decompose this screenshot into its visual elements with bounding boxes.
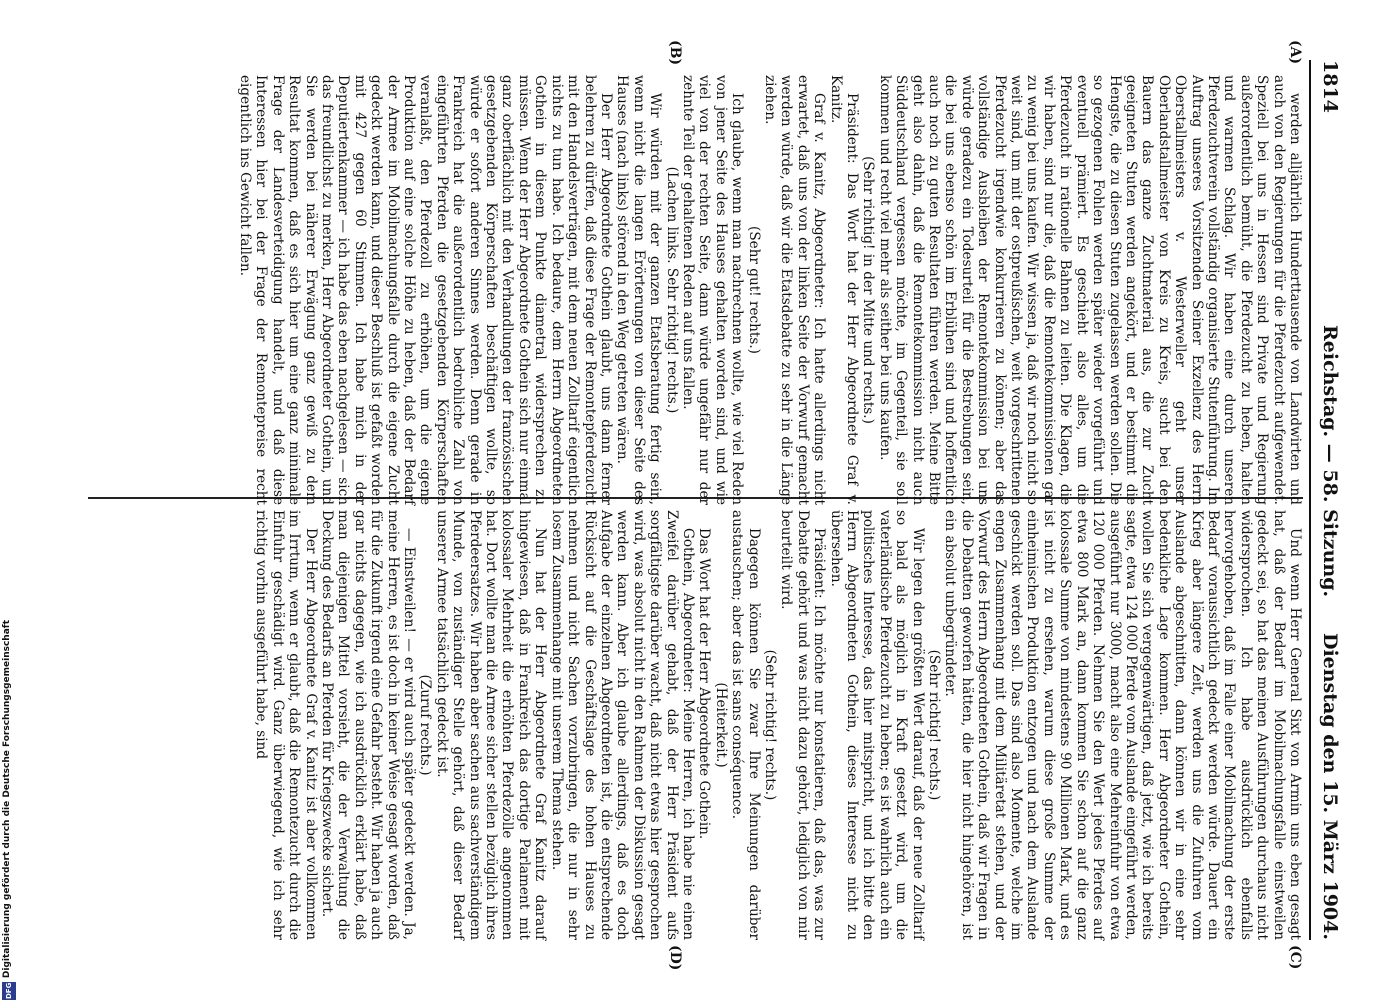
digitization-credit: Digitalisierung gefördert durch die Deutsche Forschungsgemeinschaft <box>2 619 12 978</box>
digitization-footer <box>2 610 16 1000</box>
paragraph: Nun hat der Herr Abgeordnete Graf Kanitz darauf hingewiesen, daß in Frankreich das dortige Parlament mit kolossaler Mehrheit die erhöhten Pferdezölle angenommen hat. Dort wollte man die Armee sicher stellen bezüglich ihres Pferdeersatzes. Wir haben aber sachen aus sachverständigem Munde, von zuständiger Stelle gehört, daß dieser Bedarf unserer Armee tatsächlich gedeckt ist. <box>433 510 549 940</box>
paragraph: Dagegen können Sie zwar Ihre Meinungen darüber austauschen; aber das ist sans conséquence. <box>729 510 762 940</box>
paragraph: Das Wort hat der Herr Abgeordnete Gothein. <box>696 528 713 840</box>
paragraph: Ich glaube, wenn man nachrechnen wollte, wie viel Reden von jener Seite des Hauses gehalten worden sind, und wie viel von der rechten Seite, dann würde ungefähr nur der zehnte Teil der gehaltenen Reden auf uns fallen. <box>679 75 746 505</box>
interjection: (Lachen links. Sehr richtig! rechts.) <box>663 166 680 414</box>
interjection: (Sehr richtig! in der Mitte und rechts.) <box>860 156 877 424</box>
speaker-paragraph: Präsident: Ich möchte nur konstatieren, daß das, was zur Debatte gehört und was nicht dazu gehört, lediglich von mir beurteilt wird. <box>778 510 828 940</box>
interjection: (Sehr richtig! rechts.) <box>762 649 778 801</box>
margin-marker-b: (B) <box>667 40 683 66</box>
header-date: Dienstag den 15. März 1904. <box>1319 632 1341 940</box>
paragraph: werden alljährlich Hunderttausende von Landwirten und auch von den Regierungen für die Pferdezucht aufgewendet. Speziell bei uns in Hessen sind Private und Regierung außerordentlich bemüht, die Pferdezucht zu heben, halten und warmen Schlag. Wir haben eine durch unseren Pferdezuchtverein vollständig organisierte Stutenführung. Im Auftrag unseres Vorsitzenden Seiner Exzellenz des Herrn Oberstallmeisters v. Westerweller geht unser Oberlandstallmeister von Kreis zu Kreis, sucht bei den Bauern das ganze Zuchtmaterial aus, die zur Zucht geeigneten Stuten werden angekört, und er bestimmt die Hengste, die zu diesen Stuten zugelassen werden sollen. Die so gezogenen Fohlen werden später wieder vorgeführt und eventuell prämiert. Es geschieht also alles, um die Pferdezucht in rationelle Bahnen zu leiten. Die Klagen, die wir haben, sind nur die, daß die Remontekommissionen gar zu wenig bei uns kaufen. Wir wissen ja, daß wir noch nicht so weit sind, um mit der ostpreußischen, weit vorgeschrittenen Pferdezucht irgendwie konkurrieren zu können; aber das vollständige Ausbleiben der Remontekommission bei uns würde geradezu ein Todesurteil für die Bestrebungen sein, die bei uns ebenso schön im Erblühen sind und hoffentlich auch noch zu guten Resultaten führen werden. Meine Bitte geht also dahin, daß die Remontekommission nicht auch Süddeutschland vergessen möchte, im Gegenteil, sie soll kommen und recht viel mehr als seither bei uns kaufen. <box>876 75 1303 505</box>
margin-marker-c: (C) <box>1287 945 1303 970</box>
paragraph: Wir legen den größten Wert darauf, daß der neue Zolltarif so bald als möglich in Kraft gesetzt wird, um die vaterländische Pferdezucht zu heben; es ist wahrlich auch ein politisches Interesse, das hier mitspricht, und ich bitte den Herrn Abgeordneten Gothein, dieses Interesse nicht zu übersehen. <box>827 510 926 940</box>
interjection: (Sehr gut! rechts.) <box>745 226 762 354</box>
margin-marker-d: (D) <box>667 945 683 971</box>
speaker-paragraph: Gothein, Abgeordneter: Meine Herren, ich habe nie einen Zweifel darüber gehabt, daß der Herr Präsident aufs sorgfältigste darüber wacht, daß nicht etwas hier gesprochen wird, was absolut nicht in den Rahmen der Diskussion gesagt werden kann. Aber ich glaube allerdings, daß es doch Aufgabe der einzelnen Abgeordneten ist, die entsprechende Rücksicht auf die Geschäftslage des hohen Hauses zu nehmen und nicht Sachen vorzubringen, die nur in sehr losem Zusammenhange mit unserem Thema stehen. <box>548 510 696 940</box>
left-column <box>237 75 1303 505</box>
header-rule <box>1309 60 1311 940</box>
dfg-logo: DFG <box>2 982 16 1000</box>
interjection: (Heiterkeit.) <box>712 682 729 768</box>
paragraph: Der Herr Abgeordnete Gothein glaubt, uns dann ferner belehren zu dürfen, daß diese Frage der Remontepferdezucht mit den Handelsverträgen, mit dem neuen Zolltarif eigentlich nichts zu tun habe. Ich bedaure, dem Herrn Abgeordneten Gothein in diesem Punkte diametral widersprechen zu müssen. Wenn der Herr Abgeordnete Gothein sich nur einmal ganz oberflächlich mit den Verhandlungen der französischen gesetzgebenden Körperschaften beschäftigen wollte, so würde er sofort anderen Sinnes werden. Denn gerade in Frankreich hat die außerordentlich bedrohliche Zahl von eingeführten Pferden die gesetzgebenden Körperschaften veranlaßt, den Pferdezoll zu erhöhen, um die eigene Produktion auf eine solche Höhe zu heben, daß der Bedarf der Armee im Mobilmachungsfalle durch die eigene Zucht gedeckt werden kann, und dieser Beschluß ist gefaßt worden mit 427 gegen 60 Stimmen. Ich habe mich in der Deputiertenkammer — ich habe das eben nachgelesen — sich das freundlichst zu merken, Herr Abgeordneter Gothein, und Sie werden bei näherer Erwägung ganz gewiß zu dem Resultat kommen, daß es sich hier um eine ganz minimale Frage der Landesverteidigung handelt, und daß diese Interessen hier bei der Frage der Remontepreise recht eigentlich ins Gewicht fallen. <box>237 75 614 505</box>
paragraph: — Einstweilen! — er wird auch später gedeckt werden. Ja, meine Herren, es ist doch in keiner Weise gesagt worden, daß für die Zukunft irgend eine Gefahr besteht. Wir haben ja auch gar nichts dagegen, wie ich ausdrücklich erklärt habe, daß man diejenigen Mittel vorsieht, die der Verwaltung die Deckung des Bedarfs an Pferden für Kriegszwecke sichert. <box>319 510 418 940</box>
interjection: (Sehr richtig! rechts.) <box>926 649 943 801</box>
paragraph: Der Herr Abgeordnete Graf v. Kanitz ist aber vollkommen im Irrtum, wenn er glaubt, daß die Remontezucht durch die Einfuhr geschädigt wird. Ganz überwiegend, wie ich sehr richtig vorhin ausgeführt habe, sind <box>253 510 319 940</box>
interjection: (Zuruf rechts.) <box>417 674 434 776</box>
paragraph: Wir würden mit der ganzen Etatsberatung fertig sein, wenn nicht die langen Erörterungen von dieser Seite des Hauses (nach links) störend in den Weg getreten wären. <box>614 75 664 505</box>
margin-marker-a: (A) <box>1287 40 1303 65</box>
paragraph: Graf v. Kanitz, Abgeordneter: Ich hatte allerdings nicht erwartet, daß uns von der linken Seite der Vorwurf gemacht werden würde, daß wir die Etatsdebatte zu sehr in die Länge ziehen. <box>762 75 828 505</box>
page-number: 1814 <box>1319 60 1341 113</box>
page-header <box>1311 60 1341 940</box>
right-column <box>253 510 1303 940</box>
paragraph: Und wenn Herr General Sixt von Armin uns eben gesagt hat, daß der Bedarf im Mobilmachungsfalle einstweilen gedeckt sei, so hat das meinen Ausführungen durchaus nicht widersprochen. Ich habe ausdrücklich ebenfalls hervorgehoben, daß im Falle einer Mobilmachung der erste Bedarf voraussichtlich gedeckt werden würde. Dauert ein Krieg aber längere Zeit, werden uns die Zufuhren vom Auslande abgeschnitten, dann können wir in eine sehr bedenkliche Lage kommen. Herr Abgeordneter Gothein, wollen Sie sich vergegenwärtigen, daß jetzt, wie ich bereits sagte, etwa 124 000 Pferde vom Auslande eingeführt werden, ausgeführt nur 3000, macht also eine Mehreinfuhr von etwa 120 000 Pferden. Nehmen Sie den Wert jedes Pferdes auf etwa 800 Mark an, dann kommen Sie schon auf die ganz kolossale Summe von mindestens 90 Millionen Mark, und es ist nicht zu ersehen, warum diese große Summe der einheimischen Produktion entzogen und nach dem Auslande geschickt werden soll. Das sind also Momente, welche im engen Zusammenhang mit dem Militäretat stehen, und der Vorwurf des Herrn Abgeordneten Gothein, daß wir Fragen in die Debatten geworfen hätten, die hier nicht hingehören, ist ein absolut unbegründeter. <box>942 510 1303 940</box>
speaker-paragraph: Präsident: Das Wort hat der Herr Abgeordnete Graf v. Kanitz. <box>827 75 861 505</box>
header-title: Reichstag. — 58. Sitzung. <box>1319 325 1341 598</box>
